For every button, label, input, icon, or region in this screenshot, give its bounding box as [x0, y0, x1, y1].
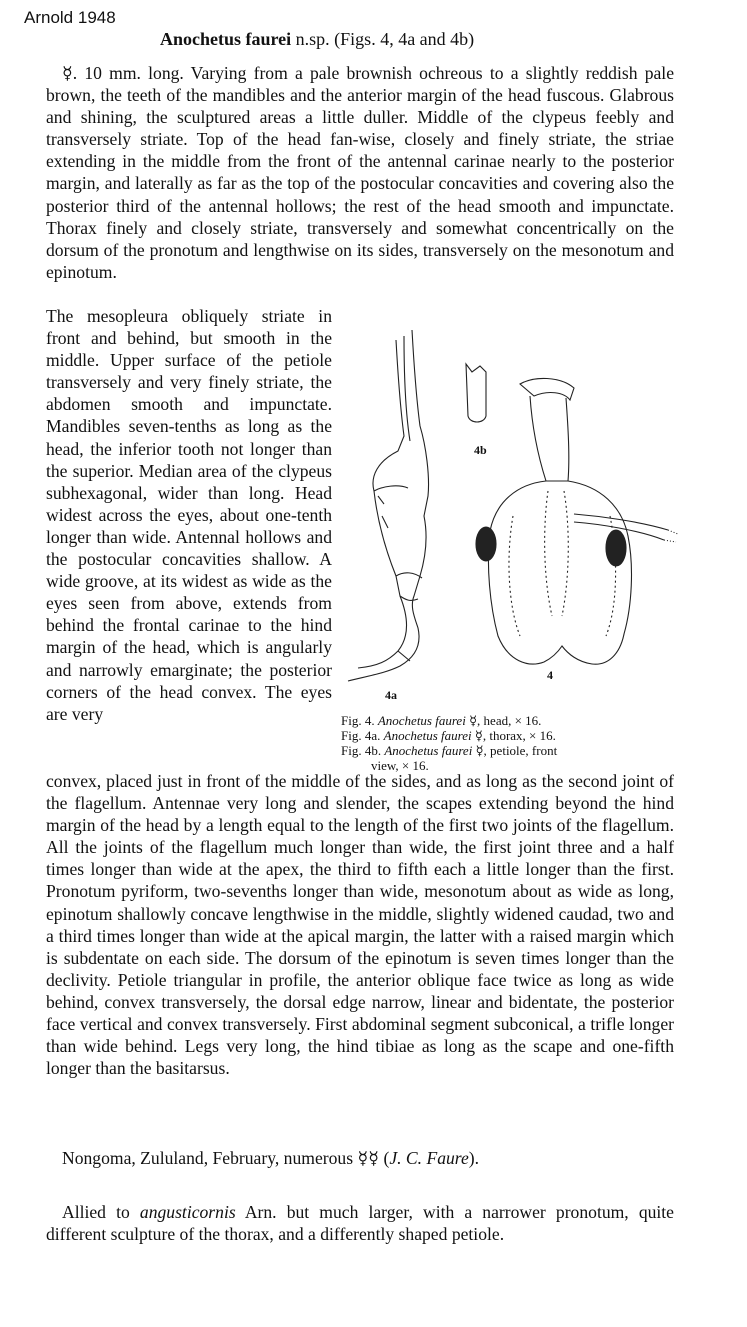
- petiole-drawing: [466, 364, 486, 422]
- ant-figure-drawing: [338, 316, 688, 716]
- species-heading: [160, 29, 474, 50]
- collector-name: J. C. Faure: [389, 1148, 469, 1168]
- locality-line: [62, 1147, 702, 1169]
- comparison-species: angusticornis: [139, 1202, 236, 1222]
- comparison-rest: Arn. but much larger, with a narrower pronotum, quite different sculpture of the thorax, and a differently shaped petiole.: [46, 1202, 674, 1245]
- comparison-start: Allied to: [62, 1202, 140, 1222]
- caption-fig-4b: Fig. 4b. Anochetus faurei ☿, petiole, front: [341, 743, 558, 758]
- description-paragraph-1: ☿. 10 mm. long. Varying from a pale brownish ochreous to a slightly reddish pale brown, the teeth of the mandibles and the anterior margin of the head fuscous. Glabrous and shining, the sculptured areas a little duller. Middle of the clypeus feebly and transversely striate. Top of the head fan-wise, closely and finely striate, the striae extending in the middle from the front of the antennal carinae nearly to the posterior margin, and laterally as far as the top of the postocular concavities and covering also the posterior third of the antennal hollows; the rest of the head smooth and impunctate. Thorax finely and closely striate, transversely and somewhat concentrically on the dorsum of the pronotum and lengthwise on its sides, transversely on the mesonotum and epinotum.: [46, 63, 674, 282]
- description-paragraph-continued: convex, placed just in front of the middle of the sides, and as long as the second joint of the flagellum. Antennae very long and slender, the scapes extending beyond the hind margin of the head by a length equal to the length of the first two joints of the flagellum. All the joints of the flagellum much longer than wide, the first joint three and a half times longer than wide at the apex, the third to fifth each a little longer than the first. Pronotum pyriform, two-sevenths longer than wide, mesonotum about as wide as long, epinotum shallowly concave lengthwise in the middle, slightly widened caudad, two and a third times longer than wide at the apical margin, the latter with a raised margin which is subdentate on each side. The dorsum of the epinotum is seven times longer than the declivity. Petiole triangular in profile, the anterior oblique face twice as long as wide behind, convex transversely, the dorsal edge narrow, linear and bidentate, the posterior face vertical and convex transversely. First abdominal segment subconical, a trifle longer than wide behind. Legs very long, the hind tibiae as long as the scape and one-fifth longer than the basitarsus.: [46, 771, 674, 1079]
- species-name: Anochetus faurei: [160, 29, 292, 49]
- locality-text: Nongoma, Zululand, February, numerous ☿☿ (: [62, 1148, 390, 1168]
- caption-fig-4: Fig. 4. Anochetus faurei ☿, head, × 16.: [341, 713, 542, 728]
- species-heading-rest: n.sp. (Figs. 4, 4a and 4b): [291, 29, 475, 49]
- left-eye-icon: [476, 527, 496, 561]
- locality-end: ).: [468, 1148, 480, 1168]
- head-drawing: [488, 378, 678, 664]
- figure-label-4b: 4b: [474, 443, 487, 457]
- description-paragraph-narrow: The mesopleura obliquely striate in front and behind, but smooth in the middle. Upper surface of the petiole transversely and very finely striate, the abdomen smooth and impunctate. Mandibles seven-tenths as long as the head, the inferior tooth not longer than the superior. Median area of the clypeus subhexagonal, wider than long. Head widest across the eyes, about one-tenth longer than wide. Antennal hollows and the postocular concavities shallow. A wide groove, at its widest as wide as the eyes seen from above, extends from behind the frontal carinae to the hind margin of the head, which is angularly and narrowly emarginate; the posterior corners of the head convex. The eyes are very: [46, 306, 332, 724]
- figure-label-4a: 4a: [385, 688, 397, 702]
- handwritten-note: Arnold 1948: [24, 8, 116, 27]
- comparison-paragraph: [46, 1201, 674, 1245]
- thorax-drawing: [348, 330, 429, 681]
- figure-label-4: 4: [547, 668, 553, 682]
- right-eye-icon: [606, 530, 626, 566]
- figure-captions: [341, 713, 671, 773]
- caption-fig-4b-continued: view, × 16.: [371, 758, 429, 773]
- caption-fig-4a: Fig. 4a. Anochetus faurei ☿, thorax, × 16.: [341, 728, 556, 743]
